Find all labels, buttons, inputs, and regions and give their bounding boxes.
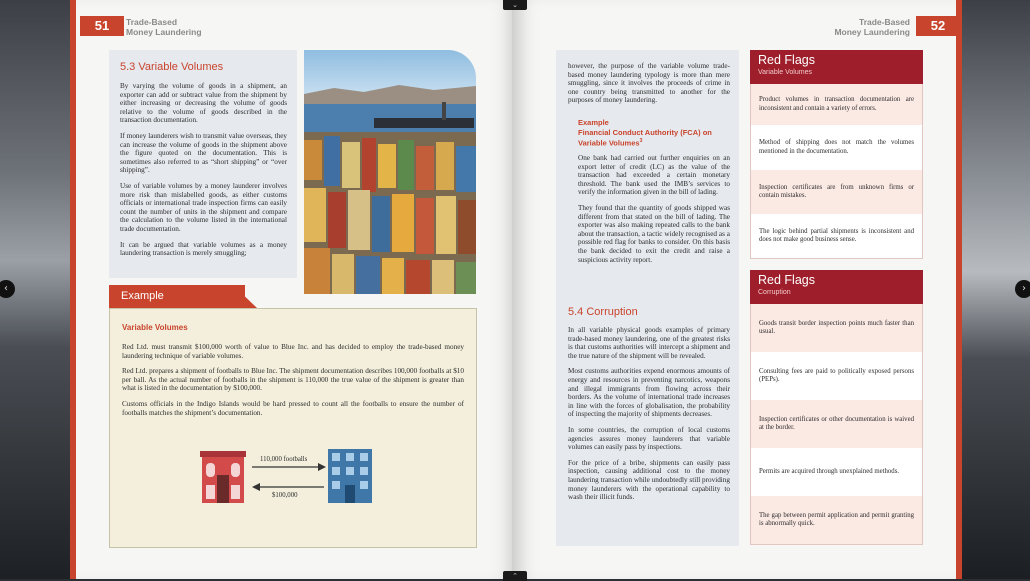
- diagram-label-footballs: 110,000 footballs: [260, 456, 308, 463]
- red-flags-header: [750, 50, 923, 84]
- photo-illustration: [304, 50, 476, 294]
- header-line-1: Trade-Based: [858, 17, 910, 27]
- red-flags-list: [750, 84, 923, 259]
- example-tab-corner: [233, 285, 257, 308]
- section-title: 5.3 Variable Volumes: [120, 61, 224, 73]
- fca-example-heading: [578, 118, 728, 148]
- list-item: Method of shipping does not match the volumes mentioned in the documentation.: [751, 125, 922, 170]
- list-item: Goods transit border inspection points much faster than usual.: [751, 304, 922, 352]
- paragraph: For the price of a bribe, shipments can easily pass inspection, causing additional cost to the money laundering transaction while undoubtedly still providing money launderers with the operational capability to wash their illicit funds.: [568, 458, 730, 502]
- footnote-marker: 3: [639, 138, 643, 144]
- section-body: [120, 82, 287, 265]
- red-flags-variable-volumes: [750, 50, 923, 259]
- container-ship-photo: [304, 50, 476, 294]
- red-flags-subtitle: Corruption: [758, 289, 791, 296]
- header-line-1: Trade-Based: [126, 17, 178, 27]
- example-tab: Example: [109, 285, 245, 308]
- example-title: Financial Conduct Authority (FCA) on Variable Volumes: [578, 127, 712, 148]
- list-item: Inspection certificates are from unknown firms or contain mistakes.: [751, 170, 922, 214]
- list-item: The logic behind partial shipments is inconsistent and does not make good business sense.: [751, 214, 922, 258]
- red-flags-corruption: [750, 270, 923, 545]
- example-label: Example: [578, 118, 609, 127]
- running-header: [126, 17, 202, 37]
- list-item: The gap between permit application and permit granting is abnormally quick.: [751, 496, 922, 544]
- red-flags-list: [750, 304, 923, 545]
- example-title-line: [578, 128, 728, 149]
- chevron-right-icon: ›: [1022, 283, 1026, 294]
- arrow-left-icon: [252, 483, 324, 491]
- red-flags-subtitle: Variable Volumes: [758, 69, 812, 76]
- arrow-right-icon: [252, 463, 326, 471]
- paragraph: By varying the volume of goods in a shipment, an exporter can add or subtract value from the shipment by either increasing or decreasing the volume of goods relative to the volume of goods described in the transaction documentation.: [120, 82, 287, 125]
- red-flags-title: Red Flags: [758, 273, 815, 287]
- red-flags-header: [750, 270, 923, 304]
- list-item: Product volumes in transaction documentation are inconsistent and contain a variety of errors.: [751, 84, 922, 125]
- collapse-top-button[interactable]: [503, 0, 527, 10]
- list-item: Inspection certificates or other documentation is waived at the border.: [751, 400, 922, 448]
- section-title: 5.4 Corruption: [568, 306, 638, 318]
- diagram-label-amount: $100,000: [272, 492, 298, 499]
- paragraph: One bank had carried out further enquiries on an export letter of credit (LC) as the value of the transaction had exceeded a certain monetary threshold. The bank used the IMB’s services to verify the information given in the bill of lading.: [578, 154, 730, 197]
- expand-bottom-button[interactable]: [503, 571, 527, 581]
- paragraph: however, the purpose of the variable volume trade-based money laundering typology is more than mere smuggling, since it involves the proceeds of crime in one country being transmitted to another for the purposes of money laundering.: [568, 62, 730, 105]
- chevron-down-icon: ⌄: [512, 1, 518, 9]
- right-page: [512, 0, 962, 579]
- paragraph: Customs officials in the Indigo Islands would be hard pressed to count all the footballs to ensure the number of footballs matches the shipment’s documentation.: [122, 399, 464, 417]
- page-number: 51: [80, 16, 124, 36]
- fca-example-body: [578, 154, 730, 271]
- header-line-2: Money Laundering: [126, 27, 202, 37]
- left-page: [70, 0, 518, 579]
- page-number: 52: [916, 16, 960, 36]
- paragraph: It can be argued that variable volumes as a money laundering transaction is merely smuggling;: [120, 240, 287, 258]
- blue-building-icon: [328, 449, 372, 503]
- list-item: Permits are acquired through unexplained methods.: [751, 448, 922, 496]
- intro-text: [568, 62, 730, 112]
- example-body: [122, 343, 464, 424]
- paragraph: Use of variable volumes by a money launderer involves more risk than mislabelled goods, as either customs officials or international trade inspection firms can easily count the number of units in the shipment and compare the calculation to the volume listed in the international trade documentation.: [120, 181, 287, 233]
- chevron-up-icon: ⌃: [512, 572, 518, 580]
- list-item: Consulting fees are paid to politically exposed persons (PEPs).: [751, 352, 922, 400]
- paragraph: Most customs authorities expend enormous amounts of energy and resources in preventing narcotics, weapons and illegal immigrants from flowing across their borders. As the volume of international trade increases in line with the forces of globalisation, the probability of inspecting the majority of shipments decreases.: [568, 367, 730, 419]
- chevron-left-icon: ‹: [4, 283, 8, 294]
- running-header: [834, 17, 910, 37]
- paragraph: In all variable physical goods examples of primary trade-based money laundering, one of the greatest risks is that customs authorities will intercept a shipment and the true nature of the shipment will be revealed.: [568, 326, 730, 360]
- paragraph: If money launderers wish to transmit value overseas, they can increase the volume of goods in the shipment above the figure quoted on the documentation. This is sometimes also referred to as “short shipping” or “over shipping”.: [120, 131, 287, 175]
- red-flags-title: Red Flags: [758, 53, 815, 67]
- corruption-body: [568, 326, 730, 509]
- next-page-button[interactable]: [1015, 280, 1030, 298]
- example-box: [109, 308, 477, 548]
- header-line-2: Money Laundering: [834, 27, 910, 37]
- example-heading: Variable Volumes: [122, 323, 188, 332]
- paragraph: In some countries, the corruption of local customs agencies assures money launderers that variable volumes can easily pass by inspections.: [568, 425, 730, 452]
- red-building-icon: [200, 451, 246, 503]
- paragraph: Red Ltd. must transmit $100,000 worth of value to Blue Inc. and has decided to employ the trade-based money laundering technique of variable volumes.: [122, 343, 464, 360]
- paragraph: Red Ltd. prepares a shipment of footballs to Blue Inc. The shipment documentation describes 100,000 footballs at $10 per ball. As the actual number of footballs in the shipment is 110,000 the true value of the shipment is greater than what is listed in the documentation by $100,000.: [122, 367, 464, 393]
- paragraph: They found that the quantity of goods shipped was different from that stated on the bill of lading. The exporter was also making repeated calls to the bank about the transaction, a tactic widely recognised as a possible red flag for banks to consider. On this basis the bank decided to exit the credit and raise a suspicious activity report.: [578, 203, 730, 264]
